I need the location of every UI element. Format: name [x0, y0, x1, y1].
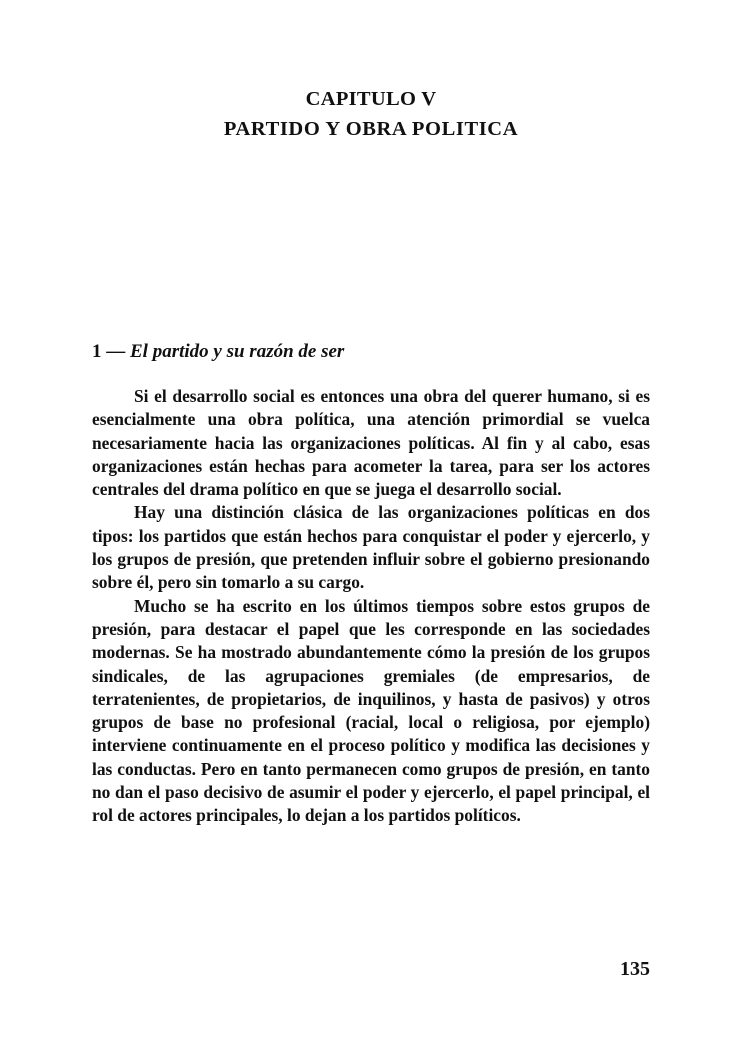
section-number: 1 — — [92, 341, 126, 362]
paragraph: Mucho se ha escrito en los últimos tiempos sobre estos grupos de presión, para destacar el papel que les corresponde en las sociedades modernas. Se ha mostrado abundantemente cómo la presión de los grupos sindicales, de las agrupaciones gremiales (de empresarios, de terratenientes, de propietarios, de inquilinos, y hasta de pasivos) y otros grupos de base no profesional (racial, local o religiosa, por ejemplo) interviene continuamente en el proceso político y modifica las decisiones y las conductas. Pero en tanto permanecen como grupos de presión, en tanto no dan el paso decisivo de asumir el poder y ejercerlo, el papel principal, el rol de actores principales, lo dejan a los partidos políticos. — [92, 595, 650, 826]
chapter-title: PARTIDO Y OBRA POLITICA — [223, 118, 519, 140]
paragraph: Si el desarrollo social es entonces una obra del querer humano, si es esencialmente una obra política, una atención primordial se vuelca necesariamente hacia las organizaciones políticas. Al fin y al cabo, esas organizaciones están hechas para acometer la tarea, para ser los actores centrales del drama político en que se juega el desarrollo social. — [92, 386, 650, 500]
section-heading — [92, 340, 344, 364]
page-number: 135 — [620, 958, 650, 980]
paragraph: Hay una distinción clásica de las organizaciones políticas en dos tipos: los partidos que están hechos para conquistar el poder y ejercerlo, y los grupos de presión, que pretenden influir sobre el gobierno presionando sobre él, pero sin tomarlo a su cargo. — [92, 502, 650, 593]
chapter-number: CAPITULO V — [305, 88, 437, 110]
section-title: El partido y su razón de ser — [130, 341, 345, 362]
body-text — [92, 385, 650, 828]
chapter-heading — [0, 84, 742, 144]
